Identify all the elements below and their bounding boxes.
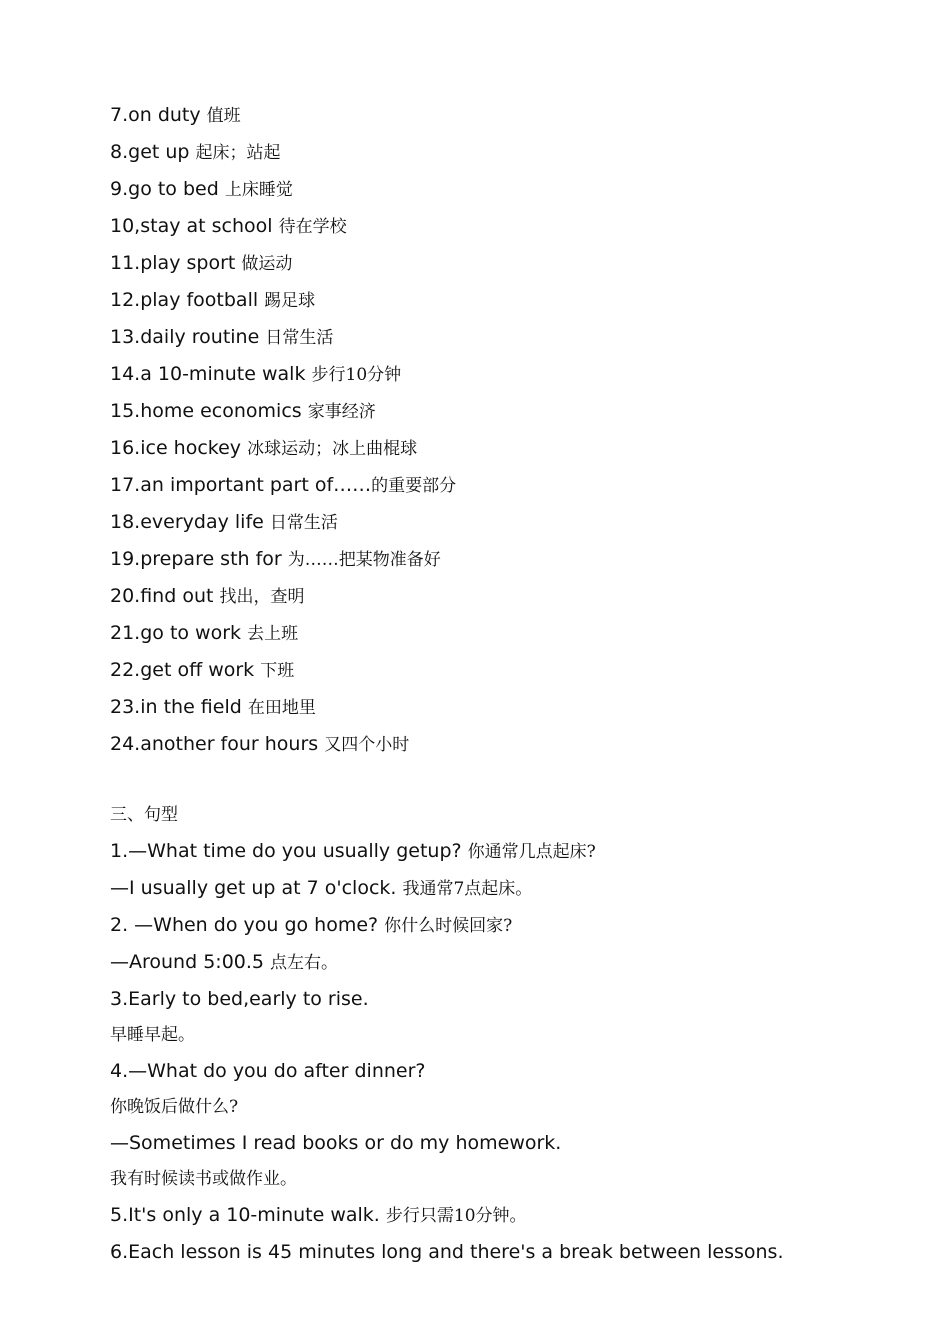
sentence-en: 1.—What time do you usually getup? — [110, 840, 468, 862]
sentence-zh: 步行只需10分钟。 — [385, 1206, 527, 1226]
sentence-en: 3.Early to bed,early to rise. — [110, 988, 369, 1010]
phrase-item — [110, 541, 910, 578]
phrase-zh: 为……把某物准备好 — [287, 550, 441, 570]
phrase-en: 23.in the field — [110, 696, 248, 718]
sentence-en: 2. —When do you go home? — [110, 914, 385, 936]
phrase-en: 19.prepare sth for — [110, 548, 288, 570]
phrase-en: 14.a 10-minute walk — [110, 363, 312, 385]
phrase-en: 10,stay at school — [110, 215, 279, 237]
document-page — [110, 97, 910, 1271]
phrase-zh: 待在学校 — [278, 217, 347, 237]
phrase-en: 15.home economics — [110, 400, 308, 422]
phrase-zh: 日常生活 — [265, 328, 334, 348]
phrase-item — [110, 356, 910, 393]
phrase-zh: 又四个小时 — [324, 735, 410, 755]
phrase-item — [110, 245, 910, 282]
phrase-item — [110, 208, 910, 245]
phrase-zh: 上床睡觉 — [224, 180, 293, 200]
sentence-en: 6.Each lesson is 45 minutes long and there's a break between lessons. — [110, 1241, 784, 1263]
phrase-item — [110, 430, 910, 467]
phrase-zh: 下班 — [260, 661, 295, 681]
phrase-en: 21.go to work — [110, 622, 248, 644]
phrase-zh: 找出，查明 — [219, 587, 305, 607]
phrase-en: 18.everyday life — [110, 511, 270, 533]
sentence-zh: 点左右。 — [270, 953, 339, 973]
phrase-zh: 踢足球 — [264, 291, 316, 311]
phrase-item — [110, 282, 910, 319]
phrase-item — [110, 726, 910, 763]
phrase-en: 8.get up — [110, 141, 196, 163]
sentence-zh: 你通常几点起床? — [467, 842, 596, 862]
sentence-line — [110, 944, 910, 981]
phrase-item — [110, 615, 910, 652]
phrase-item — [110, 393, 910, 430]
sentence-en: —I usually get up at 7 o'clock. — [110, 877, 403, 899]
sentence-line — [110, 1125, 910, 1162]
sentence-translation: 早睡早起。 — [110, 1025, 195, 1045]
phrase-zh: 在田地里 — [247, 698, 316, 718]
section-heading: 三、句型 — [110, 805, 178, 825]
phrase-item — [110, 97, 910, 134]
phrase-en: 22.get off work — [110, 659, 261, 681]
phrase-item — [110, 319, 910, 356]
phrase-zh: 做运动 — [241, 254, 293, 274]
phrase-zh: 步行10分钟 — [311, 365, 402, 385]
phrase-en: 20.find out — [110, 585, 220, 607]
sentence-line — [110, 870, 910, 907]
phrase-zh: 家事经济 — [307, 402, 376, 422]
sentence-translation: 我有时候读书或做作业。 — [110, 1169, 297, 1189]
phrase-en: 9.go to bed — [110, 178, 225, 200]
sentence-zh: 我通常7点起床。 — [402, 879, 533, 899]
phrase-item — [110, 689, 910, 726]
sentence-en: 5.It's only a 10-minute walk. — [110, 1204, 386, 1226]
phrase-item — [110, 467, 910, 504]
phrase-en: 24.another four hours — [110, 733, 325, 755]
sentence-translation: 你晚饭后做什么? — [110, 1097, 239, 1117]
sentence-line — [110, 1197, 910, 1234]
phrase-zh: 日常生活 — [269, 513, 338, 533]
section-spacer — [110, 763, 910, 798]
phrase-en: 7.on duty — [110, 104, 207, 126]
sentence-en: 4.—What do you do after dinner? — [110, 1060, 426, 1082]
phrase-zh: 的重要部分 — [371, 476, 457, 496]
phrase-en: 16.ice hockey — [110, 437, 248, 459]
phrase-item — [110, 652, 910, 689]
phrase-item — [110, 504, 910, 541]
sentence-en: —Sometimes I read books or do my homework. — [110, 1132, 562, 1154]
phrase-en: 13.daily routine — [110, 326, 266, 348]
phrase-zh: 起床；站起 — [195, 143, 281, 163]
sentence-line — [110, 833, 910, 870]
sentence-line — [110, 907, 910, 944]
phrase-item — [110, 578, 910, 615]
phrase-zh: 去上班 — [247, 624, 299, 644]
sentence-zh: 你什么时候回家? — [384, 916, 513, 936]
phrase-en: 11.play sport — [110, 252, 242, 274]
sentence-line — [110, 981, 910, 1018]
phrase-en: 12.play football — [110, 289, 265, 311]
phrase-item — [110, 134, 910, 171]
sentence-line — [110, 1053, 910, 1090]
phrase-zh: 值班 — [206, 106, 241, 126]
phrase-zh: 冰球运动；冰上曲棍球 — [247, 439, 418, 459]
sentence-line — [110, 1234, 910, 1271]
sentence-en: —Around 5:00.5 — [110, 951, 271, 973]
phrase-en: 17.an important part of…… — [110, 474, 372, 496]
phrase-item — [110, 171, 910, 208]
